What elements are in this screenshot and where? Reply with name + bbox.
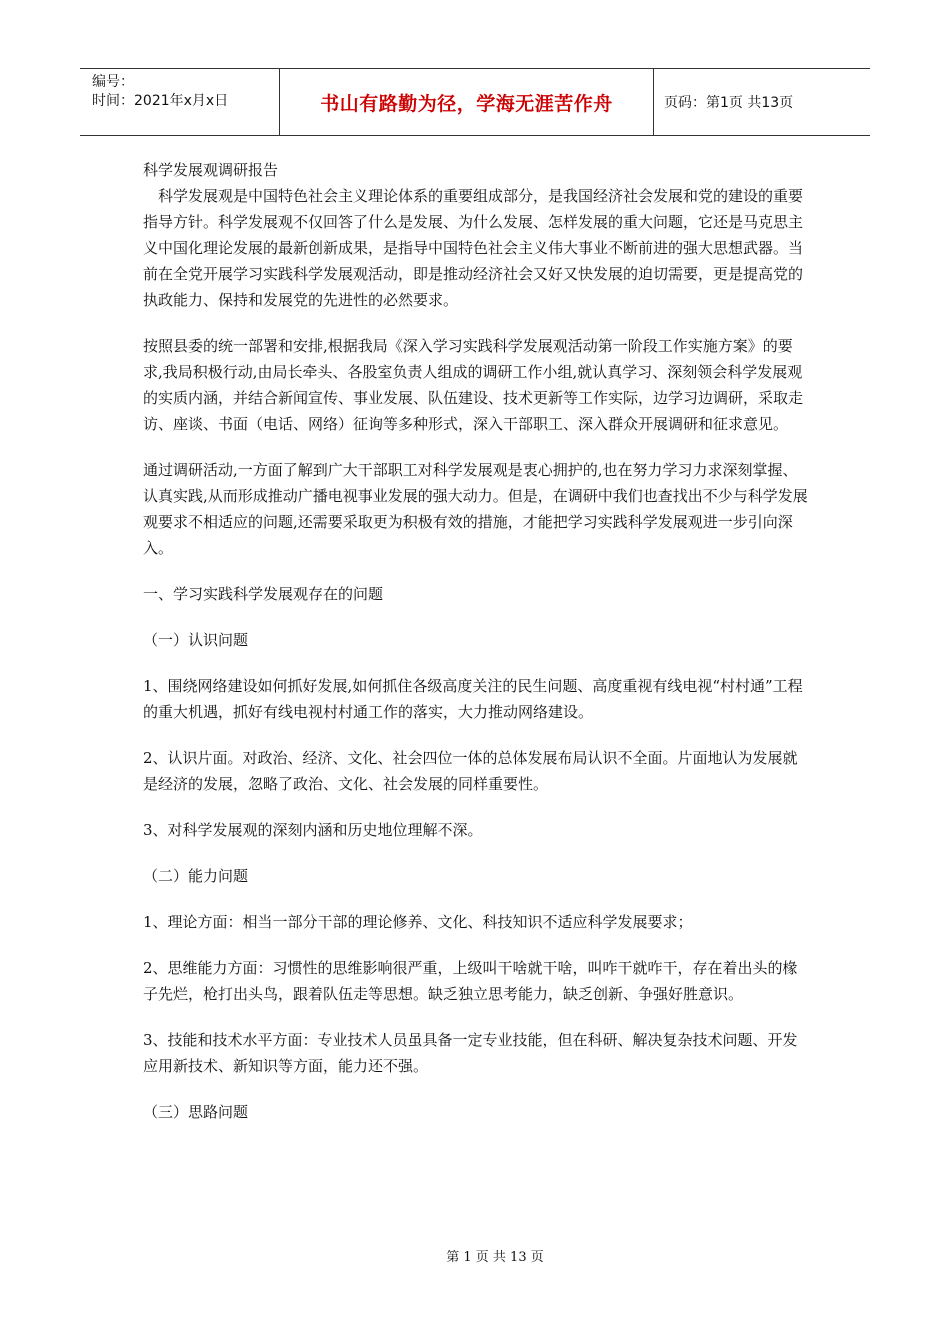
list-item-ability-3: 3、技能和技术水平方面：专业技术人员虽具备一定专业技能，但在科研、解决复杂技术问题、开发应用新技术、新知识等方面，能力还不强。	[143, 1031, 798, 1075]
document-date: 时间：2021年x月x日	[92, 93, 229, 109]
subsection-heading-ability: （二）能力问题	[143, 867, 249, 885]
list-item-ability-2: 2、思维能力方面：习惯性的思维影响很严重，上级叫干啥就干啥，叫咋干就咋干，存在着出头的椽子先烂，枪打出头鸟，跟着队伍走等思想。缺乏独立思考能力，缺乏创新、争强好胜意识。	[143, 959, 798, 1003]
subsection-heading-awareness: （一）认识问题	[143, 631, 249, 649]
document-number-label: 编号：	[92, 74, 134, 90]
list-item-awareness-2: 2、认识片面。对政治、经济、文化、社会四位一体的总体发展布局认识不全面。片面地认为发展就是经济的发展，忽略了政治、文化、社会发展的同样重要性。	[143, 749, 798, 793]
paragraph-survey-results: 通过调研活动,一方面了解到广大干部职工对科学发展观是衷心拥护的,也在努力学习力求深刻掌握、认真实践,从而形成推动广播电视事业发展的强大动力。但是，在调研中我们也查找出不少与科学发展观要求不相适应的问题,还需要采取更为积极有效的措施，才能把学习实践科学发展观进一步引向深入。	[143, 461, 808, 557]
paragraph-deployment: 按照县委的统一部署和安排,根据我局《深入学习实践科学发展观活动第一阶段工作实施方案》的要求,我局积极行动,由局长牵头、各股室负责人组成的调研工作小组,就认真学习、深刻领会科学发展观的实质内涵，并结合新闻宣传、事业发展、队伍建设、技术更新等工作实际，边学习边调研，采取走访、座谈、书面（电话、网络）征询等多种形式，深入干部职工、深入群众开展调研和征求意见。	[143, 337, 804, 433]
paragraph-intro: 科学发展观是中国特色社会主义理论体系的重要组成部分，是我国经济社会发展和党的建设的重要指导方针。科学发展观不仅回答了什么是发展、为什么发展、怎样发展的重大问题，它还是马克思主义中国化理论发展的最新创新成果，是指导中国特色社会主义伟大事业不断前进的强大思想武器。当前在全党开展学习实践科学发展观活动，即是推动经济社会又好又快发展的迫切需要，更是提高党的执政能力、保持和发展党的先进性的必然要求。	[143, 187, 804, 309]
list-item-ability-1: 1、理论方面：相当一部分干部的理论修养、文化、科技知识不适应科学发展要求；	[143, 913, 693, 931]
header-meta	[80, 69, 280, 135]
document-body	[143, 157, 810, 1145]
section-heading-problems: 一、学习实践科学发展观存在的问题	[143, 585, 384, 603]
document-title: 科学发展观调研报告	[143, 161, 279, 179]
header-motto: 书山有路勤为径，学海无涯苦作舟	[280, 69, 654, 135]
page-footer: 第 1 页 共 13 页	[446, 1250, 544, 1265]
list-item-awareness-3: 3、对科学发展观的深刻内涵和历史地位理解不深。	[143, 821, 483, 839]
document-header	[80, 68, 870, 136]
subsection-heading-approach: （三）思路问题	[143, 1103, 249, 1121]
header-page-info: 页码：第1页 共13页	[664, 95, 794, 111]
list-item-awareness-1: 1、围绕网络建设如何抓好发展,如何抓住各级高度关注的民生问题、高度重视有线电视“村村通”工程的重大机遇，抓好有线电视村村通工作的落实，大力推动网络建设。	[143, 677, 803, 721]
